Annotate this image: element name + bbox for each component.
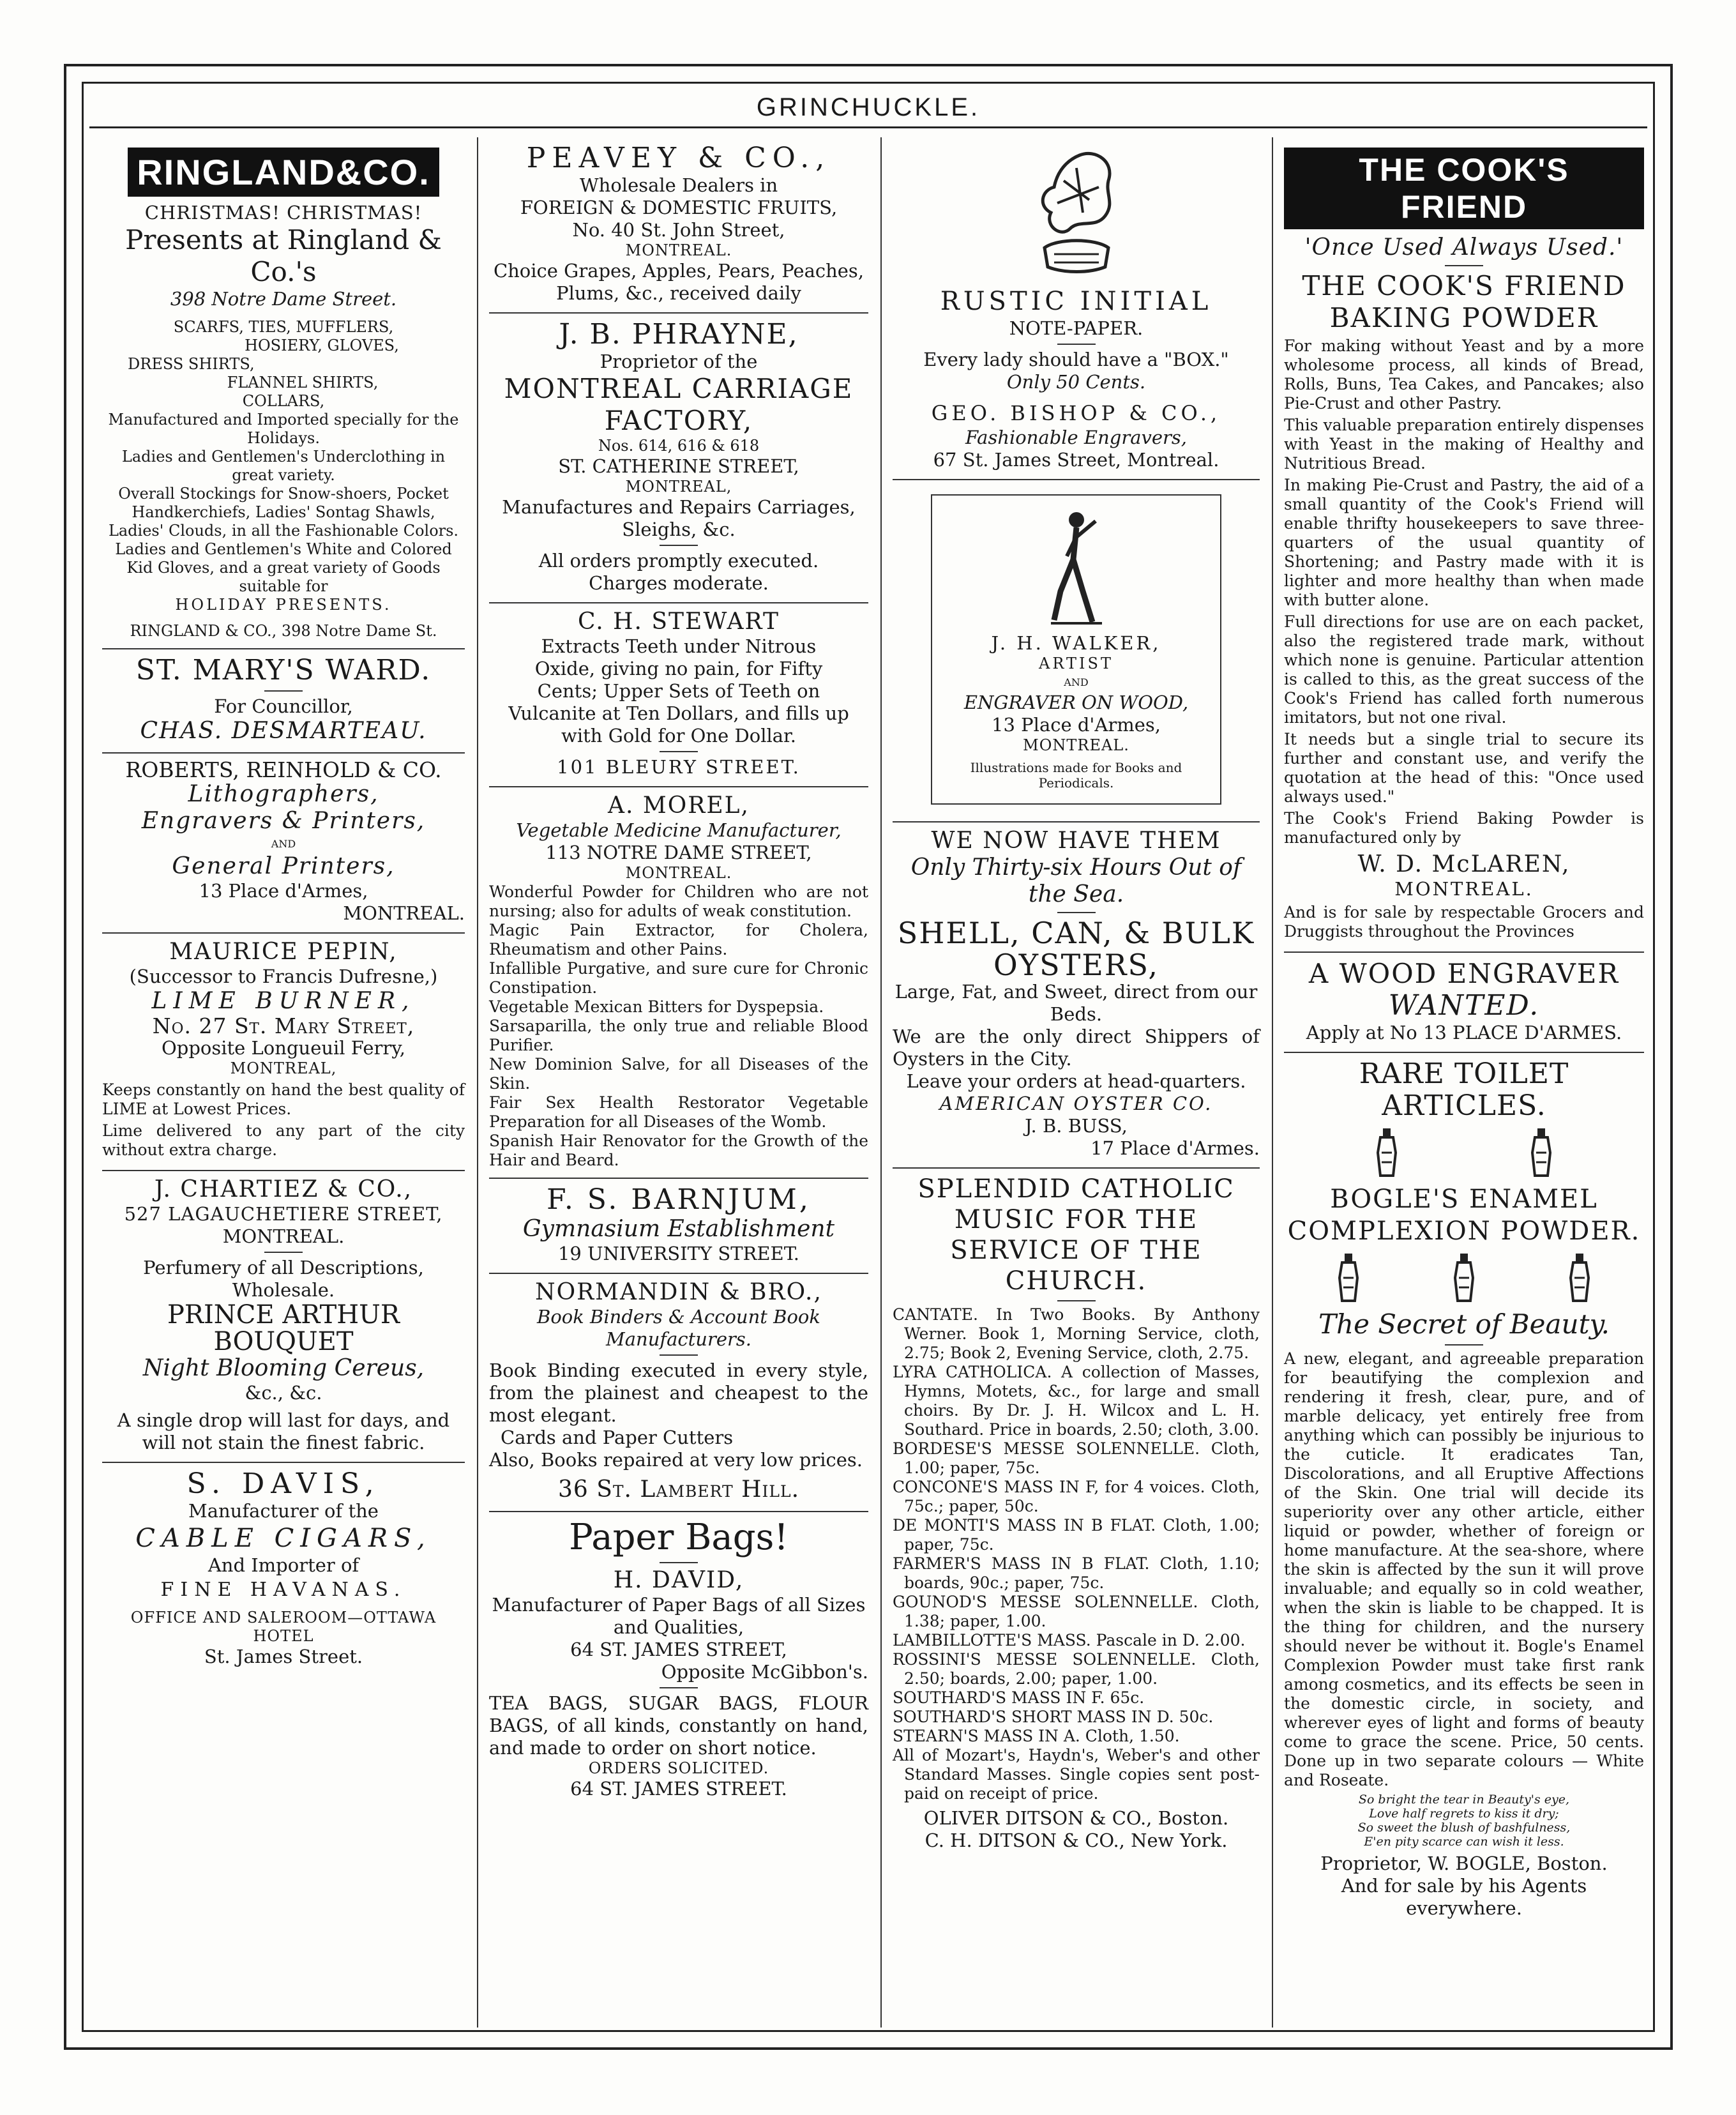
ad-product: FINE HAVANAS. (160, 1579, 407, 1601)
ad-body: Choice Grapes, Apples, Pears, Peaches, Plums, &c., received daily (493, 260, 864, 304)
list-item: Sarsaparilla, the only true and reliable Blood Purifier. (489, 1017, 868, 1054)
list-item: Spanish Hair Renovator for the Growth of the Hair and Beard. (489, 1132, 868, 1169)
ad-body: Overall Stockings for Snow-shoers, Pocket Handkerchiefs, Ladies' Sontag Shawls, Ladies' Clouds, in all the Fashionable Colors. (108, 485, 459, 540)
perfume-bottle-icon (1336, 1252, 1361, 1303)
ad-verse: So sweet the blush of bashfulness, (1357, 1821, 1571, 1835)
ad-body: Book Binding executed in every style, from the plainest and cheapest to the most elegant. (489, 1360, 868, 1426)
ad-body: The Cook's Friend Baking Powder is manufactured only by (1284, 809, 1644, 847)
list-item: STEARN'S MASS IN A. Cloth, 1.50. (893, 1727, 1180, 1745)
ad-slogan: 'Once Used Always Used.' (1304, 234, 1624, 261)
ad-product: CABLE CIGARS, (135, 1524, 432, 1553)
ad-note: Illustrations made for Books and Periodicals. (970, 760, 1182, 791)
list-item: New Dominion Salve, for all Diseases of the Skin. (489, 1055, 868, 1093)
divider-dash (660, 1354, 698, 1356)
ad-tagline: The Secret of Beauty. (1318, 1308, 1610, 1340)
ad-verse: So bright the tear in Beauty's eye, (1358, 1793, 1570, 1807)
ad-trade: Gymnasium Establishment (522, 1216, 835, 1242)
cooks-friend-logo: THE COOK'S FRIEND (1284, 148, 1644, 229)
list-item: Wonderful Powder for Children who are not nursing; also for adults of weak constitution. (489, 883, 868, 920)
ad-subtitle: NOTE-PAPER. (1009, 317, 1143, 339)
list-item: Magic Pain Extractor, for Cholera, Rheumatism and other Pains. (489, 921, 868, 959)
ad-ringland (102, 137, 465, 649)
ad-address: OFFICE AND SALEROOM—OTTAWA HOTEL (130, 1609, 437, 1645)
ad-address: Opposite McGibbon's. (661, 1661, 868, 1683)
ad-title: Presents at Ringland & Co.'s (125, 224, 442, 287)
ad-body: TEA BAGS, SUGAR BAGS, FLOUR BAGS, of all kinds, constantly on hand, and made to order on short notice. (489, 1692, 868, 1759)
ad-address: 527 LAGAUCHETIERE STREET, (124, 1203, 443, 1225)
ad-name: J. B. BUSS, (1025, 1115, 1128, 1137)
ad-body: Also, Books repaired at very low prices. (489, 1449, 863, 1471)
ad-body: And is for sale by respectable Grocers and Druggists throughout the Provinces (1284, 903, 1644, 941)
ad-title: S. DAVIS, (186, 1467, 381, 1500)
ad-geo-bishop (893, 137, 1260, 480)
ad-body: A single drop will last for days, and will not stain the finest fabric. (117, 1409, 450, 1453)
ad-and: AND (271, 838, 296, 850)
ad-firm: OLIVER DITSON & CO., Boston. (923, 1807, 1229, 1829)
divider-dash (1057, 912, 1096, 913)
list-item: LAMBILLOTTE'S MASS. Pascale in D. 2.00. (893, 1631, 1246, 1649)
ad-firm: AMERICAN OYSTER CO. (939, 1093, 1213, 1114)
list-item: Fair Sex Health Restorator Vegetable Preparation for all Diseases of the Womb. (489, 1093, 868, 1131)
ad-address: 36 St. Lambert Hill. (557, 1476, 800, 1503)
perfume-bottle-icon (1374, 1127, 1400, 1178)
ad-address: 19 UNIVERSITY STREET. (557, 1243, 800, 1264)
ad-title: ROBERTS, REINHOLD & CO. (125, 757, 442, 782)
ad-address: 113 NOTRE DAME STREET, (545, 842, 812, 863)
ad-city: MONTREAL. (343, 902, 465, 924)
ad-body: This valuable preparation entirely dispenses with Yeast in the making of Healthy and Nutritious Bread. (1284, 416, 1644, 473)
ad-firm: C. H. DITSON & CO., New York. (925, 1830, 1228, 1851)
ad-st-marys-ward (102, 649, 465, 754)
ad-verse: Love half regrets to kiss it dry; (1369, 1807, 1559, 1821)
ad-item: DRESS SHIRTS, (128, 355, 255, 373)
ad-body: Perfumery of all Descriptions, Wholesale. (143, 1257, 424, 1301)
perfume-bottle-icon (1567, 1252, 1592, 1303)
ad-title: A. MOREL, (608, 792, 750, 819)
column-4 (1275, 137, 1653, 2028)
ad-jh-walker (893, 480, 1260, 822)
ad-title: J. B. PHRAYNE, (559, 318, 799, 351)
divider-dash (660, 751, 698, 752)
ad-trade: Vegetable Medicine Manufacturer, (516, 819, 842, 841)
ad-product: MONTREAL CARRIAGE FACTORY, (504, 373, 854, 436)
ad-chartiez (102, 1171, 465, 1463)
perfume-bottle-icon (1451, 1252, 1477, 1303)
ad-body: And for sale by his Agents everywhere. (1341, 1875, 1587, 1919)
ad-body: Charges moderate. (589, 572, 769, 594)
ad-address: Apply at No 13 PLACE D'ARMES. (1306, 1022, 1622, 1043)
ad-address: No. 40 St. John Street, (572, 219, 785, 241)
ad-city: MONTREAL, (230, 1059, 337, 1077)
ad-roberts-reinhold (102, 754, 465, 934)
divider-dash (660, 1687, 698, 1688)
ad-wood-engraver (1284, 953, 1644, 1053)
ad-body: Leave your orders at head-quarters. (906, 1070, 1246, 1092)
bottles-row (1290, 1252, 1638, 1303)
ad-headline: WE NOW HAVE THEM (931, 828, 1221, 854)
ad-title: PEAVEY & CO., (526, 142, 831, 174)
page-title: GRINCHUCKLE. (756, 93, 981, 121)
ad-successor: (Successor to Francis Dufresne,) (129, 966, 438, 987)
ad-ditson-music (893, 1169, 1260, 1860)
ad-city: MONTREAL, (625, 478, 732, 496)
ad-address: 13 Place d'Armes, (992, 714, 1161, 736)
column-2 (480, 137, 877, 2028)
ad-product: PRINCE ARTHUR BOUQUET (167, 1300, 400, 1356)
ad-city: MONTREAL. (1394, 878, 1534, 900)
ad-address: 13 Place d'Armes, (199, 880, 368, 902)
ad-maker: W. D. McLAREN, (1357, 851, 1571, 877)
list-item: CANTATE. In Two Books. By Anthony Werner. Book 1, Morning Service, cloth, 2.75; Book 2, Evening Service, cloth, 2.75. (893, 1305, 1260, 1362)
divider-dash (660, 1562, 698, 1563)
divider-dash (264, 1252, 303, 1253)
ad-headline: RARE TOILET ARTICLES. (1359, 1058, 1569, 1122)
ad-address: 64 ST. JAMES STREET, (570, 1639, 787, 1660)
ad-title: SPLENDID CATHOLIC MUSIC FOR THE SERVICE OF THE CHURCH. (917, 1174, 1235, 1296)
ad-item: HOSIERY, GLOVES, (245, 337, 399, 354)
ad-body: For making without Yeast and by a more wholesome process, all kinds of Bread, Rolls, Buns, Tea Cakes, and Pancakes; also Pie-Crust and other Pastry. (1284, 337, 1644, 413)
ad-item: SCARFS, TIES, MUFFLERS, (173, 318, 394, 336)
ad-product: Night Blooming Cereus, (142, 1355, 425, 1381)
ad-body: Cards and Paper Cutters (501, 1427, 734, 1448)
ad-body: Extracts Teeth under Nitrous Oxide, giving no pain, for Fifty Cents; Upper Sets of Teeth on Vulcanite at Ten Dollars, and fills up with Gold for One Dollar. (508, 635, 849, 747)
ad-body: Manufactured and Imported specially for the Holidays. (108, 411, 459, 447)
column-1 (93, 137, 474, 2028)
ad-body: For Councillor, (214, 695, 353, 717)
ad-body: Ladies and Gentlemen's Underclothing in great variety. (121, 448, 446, 484)
list-item: Vegetable Mexican Bitters for Dyspepsia. (489, 997, 824, 1016)
ad-price: Only 50 Cents. (1006, 371, 1146, 393)
ad-city: MONTREAL. (222, 1225, 345, 1247)
ad-subhead: Only Thirty-six Hours Out of the Sea. (910, 854, 1242, 907)
divider-dash (1057, 344, 1096, 345)
ad-address: ST. CATHERINE STREET, (558, 455, 799, 477)
ad-phrayne (489, 314, 868, 603)
ad-address: No. 27 St. Mary Street, (152, 1013, 415, 1038)
ad-normandin (489, 1274, 868, 1512)
ad-firm: GEO. BISHOP & CO., (931, 401, 1221, 425)
column-rule (880, 137, 882, 2028)
ad-wanted: WANTED. (1388, 989, 1540, 1022)
ad-title: F. S. BARNJUM, (547, 1183, 811, 1216)
column-rule (1272, 137, 1273, 2028)
ad-body: Full directions for use are on each packet, also the registered trade mark, without which none is genuine. Particular attention is called to this, as the great success of the Cook's Friend has called forth numerous imitators, but not one rival. (1284, 612, 1644, 727)
ad-body: It needs but a single trial to secure its further and constant use, and verify the quotation at the head of this: "Once used always used." (1284, 730, 1644, 806)
ad-address: 101 BLEURY STREET. (557, 756, 801, 778)
ad-h-david (489, 1512, 868, 1808)
list-item: CONCONE'S MASS IN F, for 4 voices. Cloth, 75c.; paper, 50c. (893, 1478, 1260, 1515)
ad-body: We are the only direct Shippers of Oysters in the City. (893, 1026, 1260, 1070)
ad-artist: ARTIST (1039, 655, 1113, 672)
divider-dash (264, 690, 303, 692)
list-item: BORDESE'S MESSE SOLENNELLE. Cloth, 1.00; paper, 75c. (893, 1439, 1260, 1477)
divider-dash (660, 545, 698, 546)
ad-title: MAURICE PEPIN, (169, 939, 398, 965)
ad-trade: LIME BURNER, (151, 988, 416, 1014)
ad-body: In making Pie-Crust and Pastry, the aid of a small quantity of the Cook's Friend will enable thrifty housekeepers to save three-quarters of the usual quantity of Shortening; and Pastry made with it is lighter and more healthy than when made with butter alone. (1284, 476, 1644, 609)
ad-footer: RINGLAND & CO., 398 Notre Dame St. (130, 622, 437, 640)
list-item: Infallible Purgative, and sure cure for Chronic Constipation. (489, 959, 868, 997)
ad-title: SHELL, CAN, & BULK OYSTERS, (897, 916, 1255, 982)
list-item: FARMER'S MASS IN B FLAT. Cloth, 1.10; boards, 90c.; paper, 75c. (893, 1554, 1260, 1592)
list-item: ROSSINI'S MESSE SOLENNELLE. Cloth, 2.50; boards, 2.00; paper, 1.00. (893, 1650, 1260, 1688)
ad-peavey (489, 137, 868, 314)
ad-body: And Importer of (208, 1554, 359, 1576)
ad-trade: Book Binders & Account Book Manufacturers. (537, 1306, 820, 1350)
ad-title: ST. MARY'S WARD. (135, 654, 432, 686)
walking-figure-icon (1048, 508, 1105, 630)
list-item: All of Mozart's, Haydn's, Weber's and other Standard Masses. Single copies sent post-paid on receipt of price. (893, 1746, 1260, 1803)
ad-body: A new, elegant, and agreeable preparation for beautifying the complexion and rendering it fresh, clear, pure, and of marble delicacy, yet entirely free from anything which can possibly be injurious to the cuticle. It eradicates Tan, Discolorations, and all Eruptive Affections of the Skin. One trial will decide its superiority over any other article, either liquid or powder, whether of foreign or home manufacture. At the sea-shore, where the skin is affected by the sun it will prove invaluable; and equally so in cold weather, when the skin is liable to be chapped. It is the thing for children, and the nursery should never be without it. Bogle's Enamel Complexion Powder must take first rank among cosmetics, and its effects be seen in the domestic circle, in society, and wherever eyes of light and forms of beauty come to grace the scene. Price, 50 cents. Done up in two separate colours — White and Roseate. (1284, 1349, 1644, 1789)
ad-and: AND (1064, 676, 1089, 688)
ad-body: Manufacturer of Paper Bags of all Sizes and Qualities, (492, 1594, 866, 1638)
ad-title: BOGLE'S ENAMEL COMPLEXION POWDER. (1287, 1185, 1641, 1246)
ad-body: Keeps constantly on hand the best quality of LIME at Lowest Prices. (102, 1080, 465, 1118)
ad-title: RUSTIC INITIAL (940, 287, 1212, 316)
ad-morel (489, 787, 868, 1179)
ad-headline: Paper Bags! (569, 1517, 789, 1558)
ad-title: J. H. WALKER, (991, 632, 1161, 654)
column-3 (884, 137, 1269, 2028)
divider-dash (1057, 1300, 1096, 1301)
ad-address: Nos. 614, 616 & 618 (598, 437, 760, 455)
ad-city: MONTREAL. (625, 864, 732, 882)
ad-body: Manufactures and Repairs Carriages, Sleighs, &c. (502, 496, 856, 540)
ad-name: CHAS. DESMARTEAU. (140, 718, 427, 744)
list-item: LYRA CATHOLICA. A collection of Masses, Hymns, Motets, &c., for large and small choirs. By Dr. J. H. Wilcox and L. H. Southard. Price in boards, 2.50; cloth, 3.00. (893, 1363, 1260, 1439)
ad-title: NORMANDIN & BRO., (535, 1279, 822, 1305)
column-rule (477, 137, 478, 2028)
ad-city: MONTREAL. (1023, 736, 1129, 754)
ad-body: &c., &c. (245, 1382, 322, 1404)
ad-body: ORDERS SOLICITED. (588, 1759, 769, 1777)
ad-bogle (1284, 1053, 1644, 1927)
ad-title: H. DAVID, (613, 1567, 744, 1593)
ad-headline: CHRISTMAS! CHRISTMAS! (144, 202, 423, 224)
list-item: DE MONTI'S MASS IN B FLAT. Cloth, 1.00; paper, 75c. (893, 1516, 1260, 1554)
list-item: GOUNOD'S MESSE SOLENNELLE. Cloth, 1.38; paper, 1.00. (893, 1593, 1260, 1630)
ad-address: 67 St. James Street, Montreal. (933, 449, 1219, 471)
ad-body: Large, Fat, and Sweet, direct from our Beds. (894, 981, 1258, 1025)
ad-body: All orders promptly executed. (538, 550, 819, 572)
ad-address: St. James Street. (204, 1646, 363, 1667)
ad-address: 398 Notre Dame Street. (170, 288, 397, 310)
walker-box (931, 494, 1221, 805)
ad-trade: General Printers, (172, 853, 395, 879)
divider-dash (1445, 1344, 1483, 1346)
title-rule (89, 126, 1647, 128)
ad-item: FLANNEL SHIRTS, (227, 374, 379, 391)
ad-footer: 64 ST. JAMES STREET. (570, 1778, 787, 1800)
ad-body: Proprietor of the (600, 351, 758, 372)
ad-title: THE COOK'S FRIEND BAKING POWDER (1302, 270, 1626, 333)
ad-body: Lime delivered to any part of the city without extra charge. (102, 1121, 465, 1159)
griffin-crest-icon (1019, 142, 1134, 283)
ad-trade: Fashionable Engravers, (965, 427, 1187, 448)
ad-address: 17 Place d'Armes. (1091, 1137, 1260, 1159)
ad-trade: Lithographers, (188, 781, 379, 807)
ad-body: Opposite Longueuil Ferry, (162, 1037, 405, 1059)
ad-barnjum (489, 1179, 868, 1274)
list-item: SOUTHARD'S MASS IN F. 65c. (893, 1688, 1145, 1707)
ad-body: Every lady should have a "BOX." (923, 349, 1229, 370)
perfume-bottle-icon (1528, 1127, 1554, 1178)
ad-verse: E'en pity scarce can wish it less. (1364, 1835, 1564, 1849)
ad-body: Manufacturer of the (188, 1500, 379, 1522)
ringland-logo: RINGLAND&CO. (128, 148, 439, 197)
list-item: SOUTHARD'S SHORT MASS IN D. 50c. (893, 1708, 1214, 1726)
ad-city: MONTREAL. (625, 241, 732, 259)
ad-item: COLLARS, (242, 392, 325, 410)
bottles-row (1310, 1127, 1619, 1178)
ad-maurice-pepin (102, 934, 465, 1171)
ad-title: J. CHARTIEZ & CO., (154, 1176, 413, 1202)
ad-title: A WOOD ENGRAVER (1308, 958, 1620, 989)
ad-trade: ENGRAVER ON WOOD, (963, 692, 1189, 713)
ad-cooks-friend (1284, 137, 1644, 953)
ad-body: FOREIGN & DOMESTIC FRUITS, (520, 197, 838, 218)
ad-body: Ladies and Gentlemen's White and Colored Kid Gloves, and a great variety of Goods suitable for (115, 540, 452, 595)
ad-stewart (489, 603, 868, 787)
ad-body: HOLIDAY PRESENTS. (175, 596, 392, 614)
ad-s-davis (102, 1463, 465, 1676)
divider-dash (1445, 265, 1483, 266)
ad-trade: Engravers & Printers, (141, 808, 426, 834)
ad-proprietor: Proprietor, W. BOGLE, Boston. (1320, 1853, 1608, 1874)
ad-title: C. H. STEWART (577, 609, 780, 635)
ad-american-oyster (893, 822, 1260, 1169)
ad-body: Wholesale Dealers in (579, 174, 778, 196)
